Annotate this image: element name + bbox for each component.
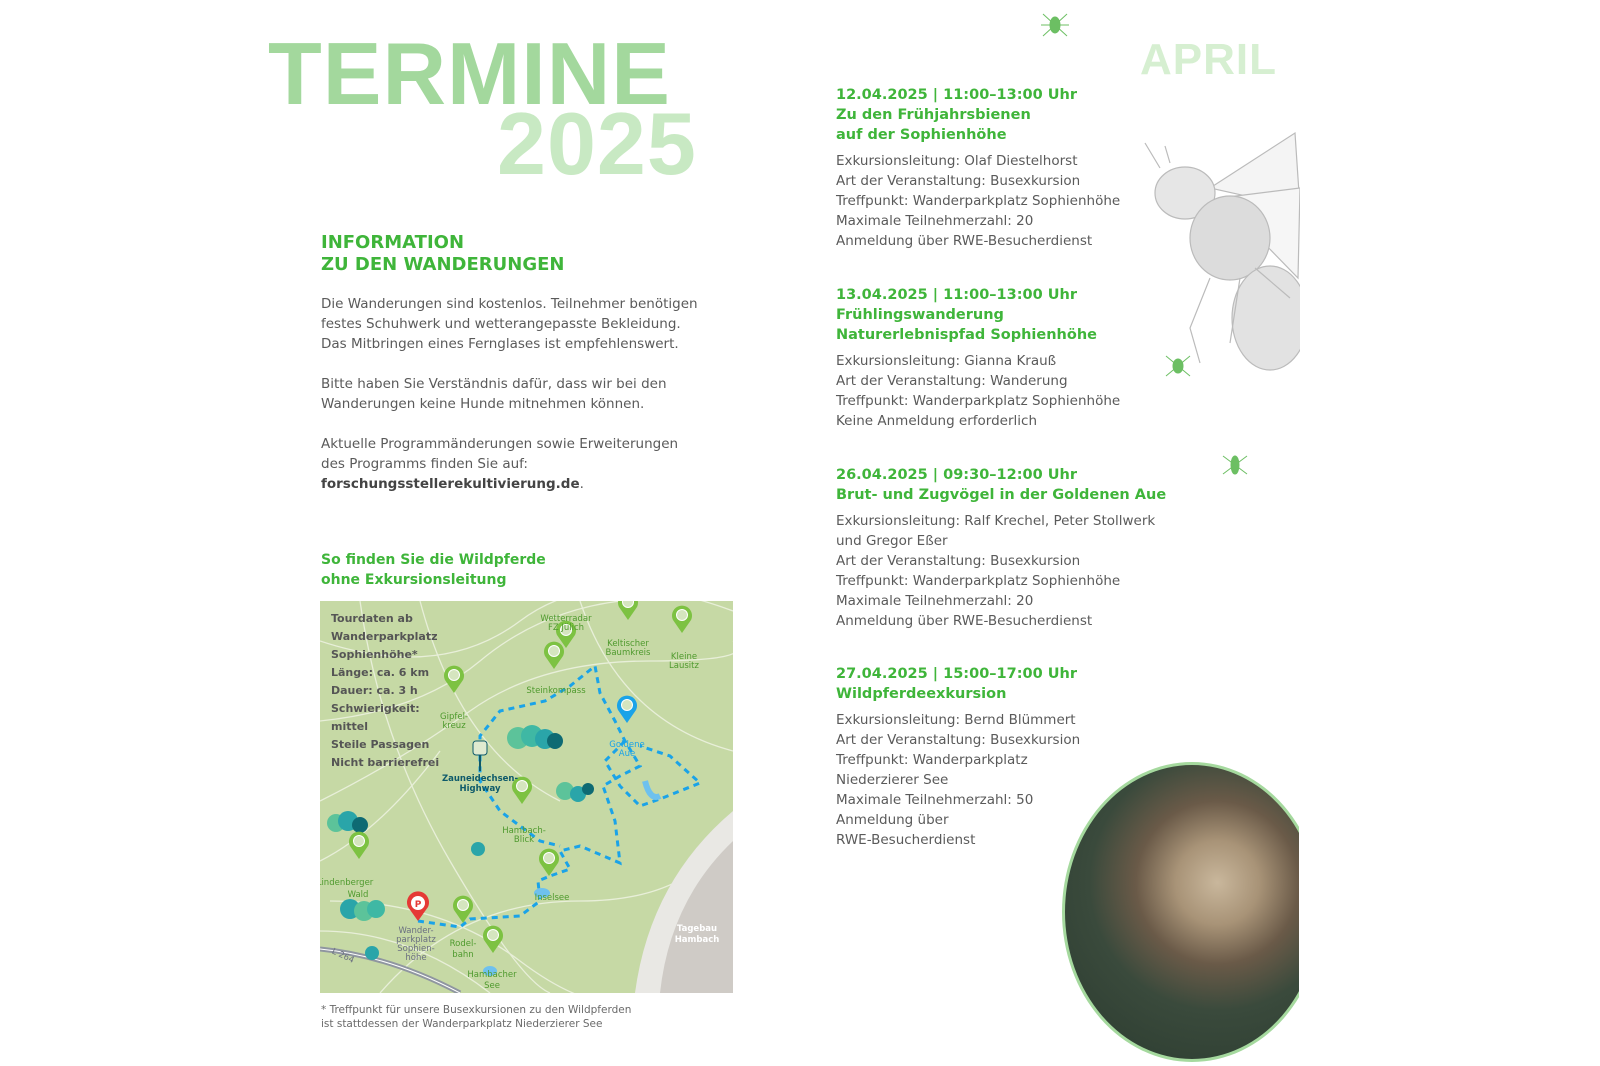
tour-info: Tourdaten ab: [331, 612, 413, 625]
lizard-sign-icon: [473, 741, 487, 771]
map-label-parkplatz: Sophien-: [397, 944, 435, 954]
event-title-line: Zu den Frühjahrsbienen: [836, 107, 1031, 123]
event-title-line: Wildpferdeexkursion: [836, 686, 1007, 702]
event-date: 27.04.2025 | 15:00–17:00 Uhr: [836, 666, 1077, 682]
map-label-wetterradar: FZ Jülich: [547, 623, 585, 633]
map-label-gipfel: Gipfel-: [440, 712, 468, 722]
text-line: Wanderungen keine Hunde mitnehmen können.: [321, 396, 645, 412]
map-label-parkplatz: Wander-: [398, 926, 434, 936]
event-title: [836, 305, 1166, 345]
tour-info: Sophienhöhe*: [331, 648, 418, 661]
event-3: [836, 465, 1166, 631]
map-label-tagebau: Tagebau: [676, 924, 718, 934]
map-heading-line: ohne Exkursionsleitung: [321, 572, 507, 588]
info-heading: [321, 232, 564, 276]
map-label-zaun: Zauneidechsen-: [441, 774, 519, 784]
event-detail: Exkursionsleitung: Bernd Blümmert: [836, 712, 1076, 728]
event-detail: Exkursionsleitung: Ralf Krechel, Peter Stollwerk: [836, 513, 1156, 529]
event-title: [836, 105, 1166, 145]
map-label-lausitz: Lausitz: [669, 661, 699, 671]
event-title-line: Brut- und Zugvögel in der Goldenen Aue: [836, 487, 1167, 503]
tour-info: Nicht barrierefrei: [331, 756, 440, 769]
text-line: Aktuelle Programmänderungen sowie Erweiterungen: [321, 436, 679, 452]
map-label-lausitz: Kleine: [670, 652, 698, 662]
event-detail: Art der Veranstaltung: Wanderung: [836, 373, 1068, 389]
event-detail: RWE-Besucherdienst: [836, 832, 976, 848]
info-paragraph: [321, 294, 721, 354]
tour-info: mittel: [331, 720, 368, 733]
map-label-inselsee: Inselsee: [534, 893, 570, 903]
event-date: 12.04.2025 | 11:00–13:00 Uhr: [836, 87, 1077, 103]
event-detail: und Gregor Eßer: [836, 533, 948, 549]
event-title-line: auf der Sophienhöhe: [836, 127, 1007, 143]
insect-icon: [1218, 448, 1252, 482]
event-detail: Maximale Teilnehmerzahl: 50: [836, 792, 1034, 808]
map-label-aue: Aue: [618, 749, 636, 759]
map-label-linden: Wald: [347, 890, 369, 900]
text-line: festes Schuhwerk und wetterangepasste Bekleidung.: [321, 316, 681, 332]
info-heading-line: ZU DEN WANDERUNGEN: [321, 254, 565, 275]
map-label-steinkompass: Steinkompass: [526, 686, 586, 696]
map-pin-icon[interactable]: [672, 606, 692, 633]
event-date: 13.04.2025 | 11:00–13:00 Uhr: [836, 287, 1077, 303]
footnote: [321, 1003, 631, 1031]
event-detail: Treffpunkt: Wanderparkplatz Sophienhöhe: [836, 393, 1121, 409]
text-line: Bitte haben Sie Verständnis dafür, dass wir bei den: [321, 376, 667, 392]
event-detail: Niederzierer See: [836, 772, 949, 788]
map-label-aue: Goldene: [609, 740, 645, 750]
map-label-parkplatz: höhe: [405, 953, 427, 963]
map-label-parkplatz: parkplatz: [396, 935, 436, 945]
event-detail: Treffpunkt: Wanderparkplatz Sophienhöhe: [836, 573, 1121, 589]
map-label-blick: Hambach-: [502, 826, 546, 836]
event-title-line: Frühlingswanderung: [836, 307, 1004, 323]
map-label-hsee: Hambacher: [467, 970, 517, 980]
map-heading-line: So finden Sie die Wildpferde: [321, 552, 546, 568]
event-detail: Art der Veranstaltung: Busexkursion: [836, 553, 1081, 569]
map-pin-icon[interactable]: [618, 601, 638, 620]
tour-info: Länge: ca. 6 km: [331, 666, 430, 679]
map-pin-icon[interactable]: [483, 926, 503, 953]
tour-info: Wanderparkplatz: [331, 630, 438, 643]
text-line: Die Wanderungen sind kostenlos. Teilnehmer benötigen: [321, 296, 698, 312]
event-title-line: Naturerlebnispfad Sophienhöhe: [836, 327, 1097, 343]
event-detail: Anmeldung über: [836, 812, 949, 828]
event-2: [836, 285, 1166, 431]
parking-letter: P: [414, 900, 422, 910]
parking-pin-icon[interactable]: [407, 891, 429, 921]
text-line: des Programms finden Sie auf:: [321, 456, 528, 472]
event-detail: Maximale Teilnehmerzahl: 20: [836, 593, 1034, 609]
map-label-tagebau: Hambach: [674, 935, 720, 945]
tour-info: Steile Passagen: [331, 738, 430, 751]
title-termine: TERMINE: [268, 24, 671, 123]
info-heading-line: INFORMATION: [321, 232, 465, 253]
map-pin-icon[interactable]: [617, 696, 637, 723]
map-label-keltisch: Baumkreis: [605, 648, 651, 658]
event-title: [836, 485, 1166, 505]
month-heading: APRIL: [1140, 35, 1277, 84]
map-pin-icon[interactable]: [349, 832, 369, 859]
event-detail: Treffpunkt: Wanderparkplatz Sophienhöhe: [836, 193, 1121, 209]
info-body: [321, 294, 721, 514]
event-1: [836, 85, 1166, 251]
event-detail: Art der Veranstaltung: Busexkursion: [836, 732, 1081, 748]
map-label-blick: Blick: [513, 835, 535, 845]
map-label-gipfel: kreuz: [442, 721, 466, 731]
title-year: 2025: [497, 94, 697, 193]
event-detail: Exkursionsleitung: Gianna Krauß: [836, 353, 1057, 369]
event-detail: Art der Veranstaltung: Busexkursion: [836, 173, 1081, 189]
event-detail: Maximale Teilnehmerzahl: 20: [836, 213, 1034, 229]
info-paragraph: [321, 374, 721, 414]
event-detail: Treffpunkt: Wanderparkplatz: [836, 752, 1028, 768]
map-label-zaun: Highway: [459, 784, 501, 794]
tour-info: Dauer: ca. 3 h: [331, 684, 418, 697]
event-title: [836, 684, 1166, 704]
map-label-keltisch: Keltischer: [607, 639, 649, 649]
map-label-rodel: Rodel-: [449, 939, 477, 949]
text-line: Das Mitbringen eines Fernglases ist empfehlenswert.: [321, 336, 679, 352]
map-pin-icon[interactable]: [544, 642, 564, 669]
map-label-wetterradar: Wetterradar: [540, 614, 592, 624]
insect-icon: [1035, 8, 1075, 42]
info-paragraph: [321, 434, 721, 494]
map-label-hsee: See: [484, 981, 500, 991]
trail-map[interactable]: [320, 601, 733, 993]
map-label-linden: Lindenberger: [320, 878, 374, 888]
map-heading: [321, 550, 546, 590]
tour-info: Schwierigkeit:: [331, 702, 420, 715]
map-label-road: L 264: [330, 946, 356, 966]
event-detail: Anmeldung über RWE-Besucherdienst: [836, 233, 1093, 249]
text-line: .: [579, 476, 584, 492]
horse-photo: [1062, 762, 1322, 1062]
footnote-line: ist stattdessen der Wanderparkplatz Niederzierer See: [321, 1018, 603, 1030]
map-pin-icon[interactable]: [444, 666, 464, 693]
event-detail: Keine Anmeldung erforderlich: [836, 413, 1038, 429]
footnote-line: * Treffpunkt für unsere Busexkursionen zu den Wildpferden: [321, 1004, 632, 1016]
event-detail: Exkursionsleitung: Olaf Diestelhorst: [836, 153, 1078, 169]
map-pin-icon[interactable]: [539, 849, 559, 876]
event-detail: Anmeldung über RWE-Besucherdienst: [836, 613, 1093, 629]
page-edge: [1299, 700, 1339, 1066]
event-date: 26.04.2025 | 09:30–12:00 Uhr: [836, 467, 1077, 483]
website-link[interactable]: forschungsstellerekultivierung.de: [321, 476, 580, 492]
map-label-rodel: bahn: [452, 950, 474, 960]
